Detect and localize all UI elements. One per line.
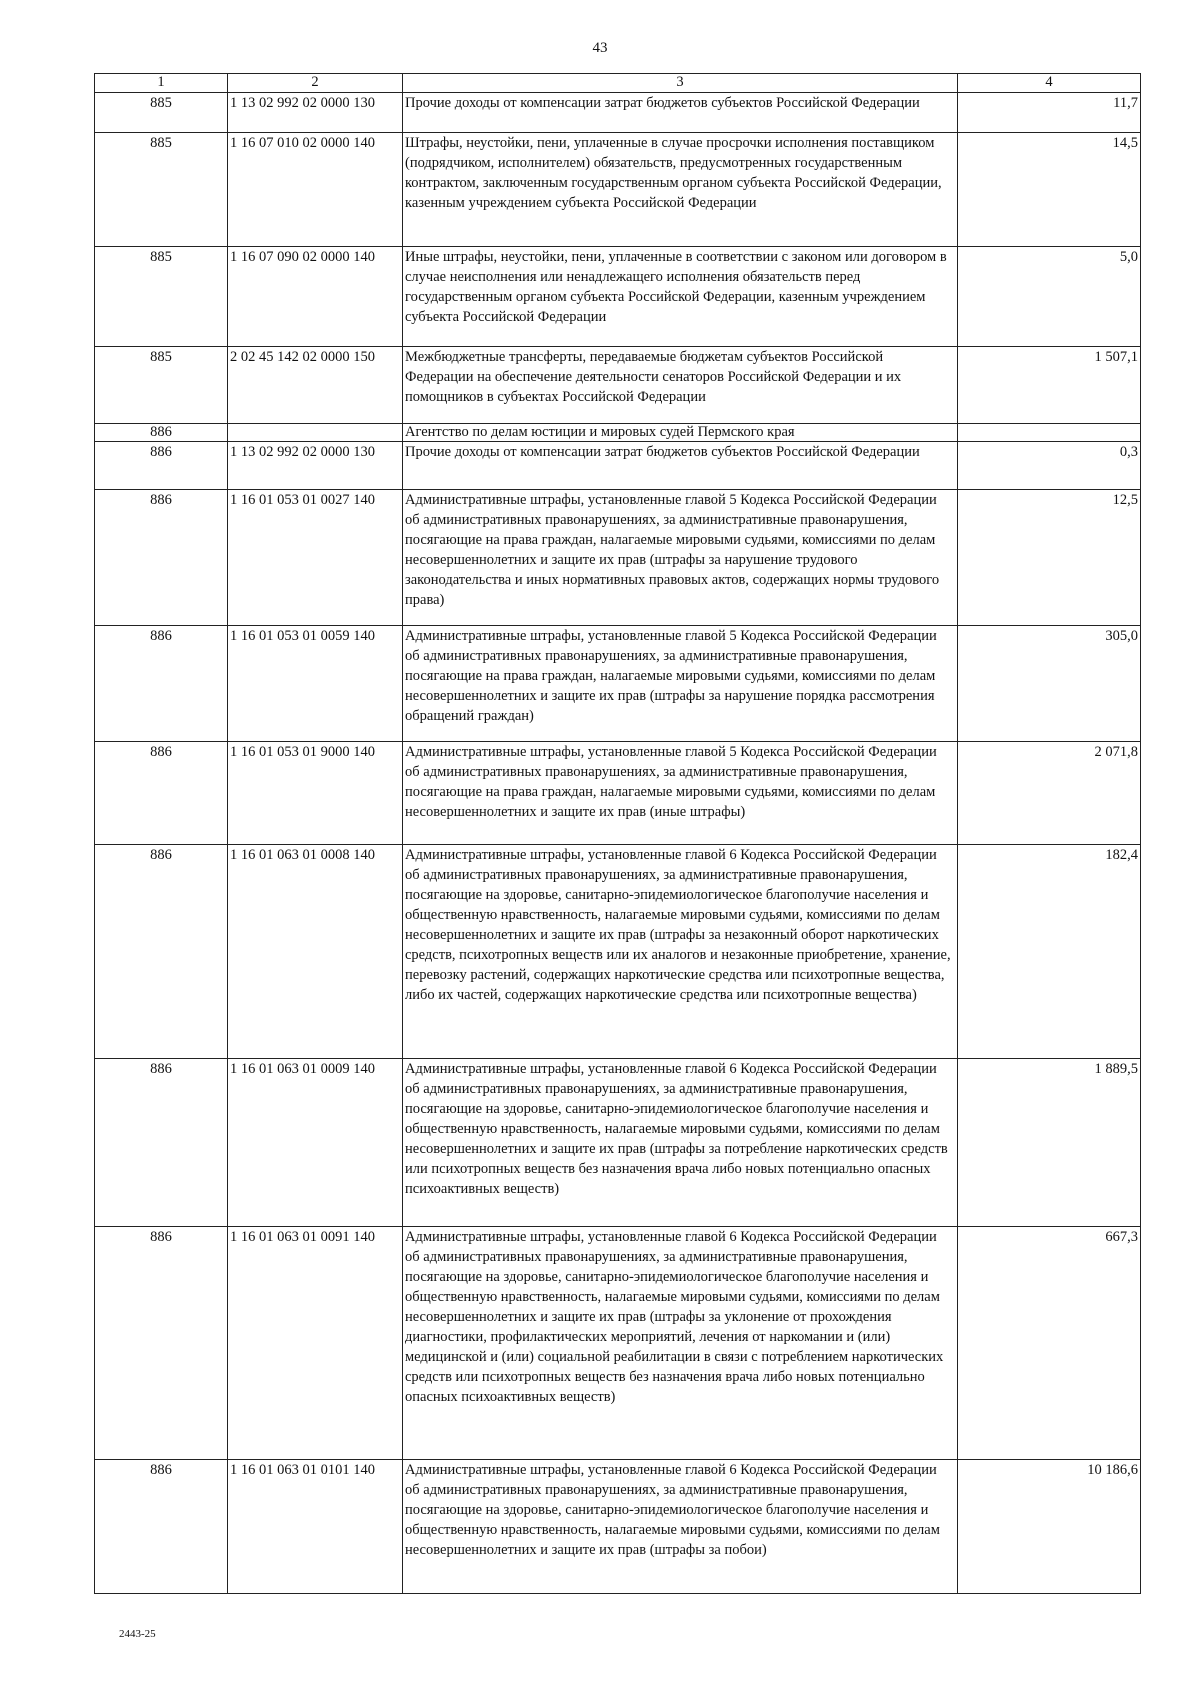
budget-code-cell: 1 16 01 063 01 0101 140 bbox=[228, 1460, 403, 1594]
admin-code-cell: 885 bbox=[95, 133, 228, 247]
amount-cell: 182,4 bbox=[958, 845, 1141, 1059]
amount-cell bbox=[958, 424, 1141, 442]
table-row bbox=[95, 626, 1141, 742]
agency-title-cell: Агентство по делам юстиции и мировых судей Пермского края bbox=[403, 424, 958, 442]
table-row bbox=[95, 93, 1141, 133]
amount-cell: 0,3 bbox=[958, 442, 1141, 490]
amount-cell: 11,7 bbox=[958, 93, 1141, 133]
admin-code-cell: 886 bbox=[95, 442, 228, 490]
admin-code-cell: 885 bbox=[95, 347, 228, 424]
budget-code-cell: 1 16 01 053 01 0027 140 bbox=[228, 490, 403, 626]
amount-cell: 1 507,1 bbox=[958, 347, 1141, 424]
amount-cell: 305,0 bbox=[958, 626, 1141, 742]
amount-cell: 2 071,8 bbox=[958, 742, 1141, 845]
table-row bbox=[95, 1059, 1141, 1227]
revenue-name-cell: Штрафы, неустойки, пени, уплаченные в случае просрочки исполнения поставщиком (подрядчиком, исполнителем) обязательств, предусмотренных государственным контрактом, заключенным государственным органом субъекта Российской Федерации, казенным учреждением субъекта Российской Федерации bbox=[403, 133, 958, 247]
document-footer-code: 2443-25 bbox=[119, 1628, 156, 1640]
table-row bbox=[95, 424, 1141, 442]
admin-code-cell: 886 bbox=[95, 490, 228, 626]
table-row bbox=[95, 1227, 1141, 1460]
col-header-1: 1 bbox=[95, 74, 228, 93]
revenue-name-cell: Прочие доходы от компенсации затрат бюджетов субъектов Российской Федерации bbox=[403, 442, 958, 490]
budget-code-cell bbox=[228, 424, 403, 442]
table-row bbox=[95, 347, 1141, 424]
admin-code-cell: 885 bbox=[95, 247, 228, 347]
budget-code-cell: 1 16 01 063 01 0009 140 bbox=[228, 1059, 403, 1227]
revenue-name-cell: Иные штрафы, неустойки, пени, уплаченные в соответствии с законом или договором в случае неисполнения или ненадлежащего исполнения обязательств перед государственным органом субъекта Российской Федерации, казенным учреждением субъекта Российской Федерации bbox=[403, 247, 958, 347]
revenue-name-cell: Административные штрафы, установленные главой 5 Кодекса Российской Федерации об административных правонарушениях, за административные правонарушения, посягающие на права граждан, налагаемые мировыми судьями, комиссиями по делам несовершеннолетних и защите их прав (иные штрафы) bbox=[403, 742, 958, 845]
amount-cell: 5,0 bbox=[958, 247, 1141, 347]
budget-code-cell: 1 16 07 010 02 0000 140 bbox=[228, 133, 403, 247]
revenue-name-cell: Административные штрафы, установленные главой 6 Кодекса Российской Федерации об административных правонарушениях, за административные правонарушения, посягающие на здоровье, санитарно-эпидемиологическое благополучие населения и общественную нравственность, налагаемые мировыми судьями, комиссиями по делам несовершеннолетних и защите их прав (штрафы за потребление наркотических средств или психотропных веществ без назначения врача либо новых потенциально опасных психоактивных веществ) bbox=[403, 1059, 958, 1227]
budget-code-cell: 1 16 01 063 01 0091 140 bbox=[228, 1227, 403, 1460]
table-row bbox=[95, 247, 1141, 347]
admin-code-cell: 885 bbox=[95, 93, 228, 133]
budget-code-cell: 1 16 07 090 02 0000 140 bbox=[228, 247, 403, 347]
table-row bbox=[95, 442, 1141, 490]
admin-code-cell: 886 bbox=[95, 1059, 228, 1227]
amount-cell: 14,5 bbox=[958, 133, 1141, 247]
admin-code-cell: 886 bbox=[95, 424, 228, 442]
budget-code-cell: 1 16 01 063 01 0008 140 bbox=[228, 845, 403, 1059]
col-header-3: 3 bbox=[403, 74, 958, 93]
budget-code-cell: 1 16 01 053 01 9000 140 bbox=[228, 742, 403, 845]
admin-code-cell: 886 bbox=[95, 1227, 228, 1460]
budget-code-cell: 2 02 45 142 02 0000 150 bbox=[228, 347, 403, 424]
admin-code-cell: 886 bbox=[95, 742, 228, 845]
admin-code-cell: 886 bbox=[95, 845, 228, 1059]
budget-code-cell: 1 13 02 992 02 0000 130 bbox=[228, 442, 403, 490]
page-number: 43 bbox=[592, 40, 608, 56]
revenue-name-cell: Административные штрафы, установленные главой 6 Кодекса Российской Федерации об административных правонарушениях, за административные правонарушения, посягающие на здоровье, санитарно-эпидемиологическое благополучие населения и общественную нравственность, налагаемые мировыми судьями, комиссиями по делам несовершеннолетних и защите их прав (штрафы за незаконный оборот наркотических средств, психотропных веществ или их аналогов и незаконные приобретение, хранение, перевозку растений, содержащих наркотические средства или психотропные вещества, либо их частей, содержащих наркотические средства или психотропные вещества) bbox=[403, 845, 958, 1059]
amount-cell: 12,5 bbox=[958, 490, 1141, 626]
amount-cell: 1 889,5 bbox=[958, 1059, 1141, 1227]
budget-code-cell: 1 13 02 992 02 0000 130 bbox=[228, 93, 403, 133]
revenue-name-cell: Межбюджетные трансферты, передаваемые бюджетам субъектов Российской Федерации на обеспечение деятельности сенаторов Российской Федерации и их помощников в субъектах Российской Федерации bbox=[403, 347, 958, 424]
table-row bbox=[95, 490, 1141, 626]
revenue-name-cell: Административные штрафы, установленные главой 6 Кодекса Российской Федерации об административных правонарушениях, за административные правонарушения, посягающие на здоровье, санитарно-эпидемиологическое благополучие населения и общественную нравственность, налагаемые мировыми судьями, комиссиями по делам несовершеннолетних и защите их прав (штрафы за уклонение от прохождения диагностики, профилактических мероприятий, лечения от наркомании и (или) медицинской и (или) социальной реабилитации в связи с потреблением наркотических средств или психотропных веществ без назначения врача либо новых потенциально опасных психоактивных веществ) bbox=[403, 1227, 958, 1460]
revenue-table bbox=[94, 73, 1141, 1594]
col-header-4: 4 bbox=[958, 74, 1141, 93]
table-row bbox=[95, 133, 1141, 247]
table-row bbox=[95, 845, 1141, 1059]
admin-code-cell: 886 bbox=[95, 1460, 228, 1594]
revenue-name-cell: Прочие доходы от компенсации затрат бюджетов субъектов Российской Федерации bbox=[403, 93, 958, 133]
table-row bbox=[95, 742, 1141, 845]
header-row bbox=[95, 74, 1141, 93]
revenue-name-cell: Административные штрафы, установленные главой 5 Кодекса Российской Федерации об административных правонарушениях, за административные правонарушения, посягающие на права граждан, налагаемые мировыми судьями, комиссиями по делам несовершеннолетних и защите их прав (штрафы за нарушение трудового законодательства и иных нормативных правовых актов, содержащих нормы трудового права) bbox=[403, 490, 958, 626]
col-header-2: 2 bbox=[228, 74, 403, 93]
amount-cell: 10 186,6 bbox=[958, 1460, 1141, 1594]
admin-code-cell: 886 bbox=[95, 626, 228, 742]
revenue-name-cell: Административные штрафы, установленные главой 6 Кодекса Российской Федерации об административных правонарушениях, за административные правонарушения, посягающие на здоровье, санитарно-эпидемиологическое благополучие населения и общественную нравственность, налагаемые мировыми судьями, комиссиями по делам несовершеннолетних и защите их прав (штрафы за побои) bbox=[403, 1460, 958, 1594]
table-row bbox=[95, 1460, 1141, 1594]
budget-code-cell: 1 16 01 053 01 0059 140 bbox=[228, 626, 403, 742]
amount-cell: 667,3 bbox=[958, 1227, 1141, 1460]
revenue-name-cell: Административные штрафы, установленные главой 5 Кодекса Российской Федерации об административных правонарушениях, за административные правонарушения, посягающие на права граждан, налагаемые мировыми судьями, комиссиями по делам несовершеннолетних и защите их прав (штрафы за нарушение порядка рассмотрения обращений граждан) bbox=[403, 626, 958, 742]
